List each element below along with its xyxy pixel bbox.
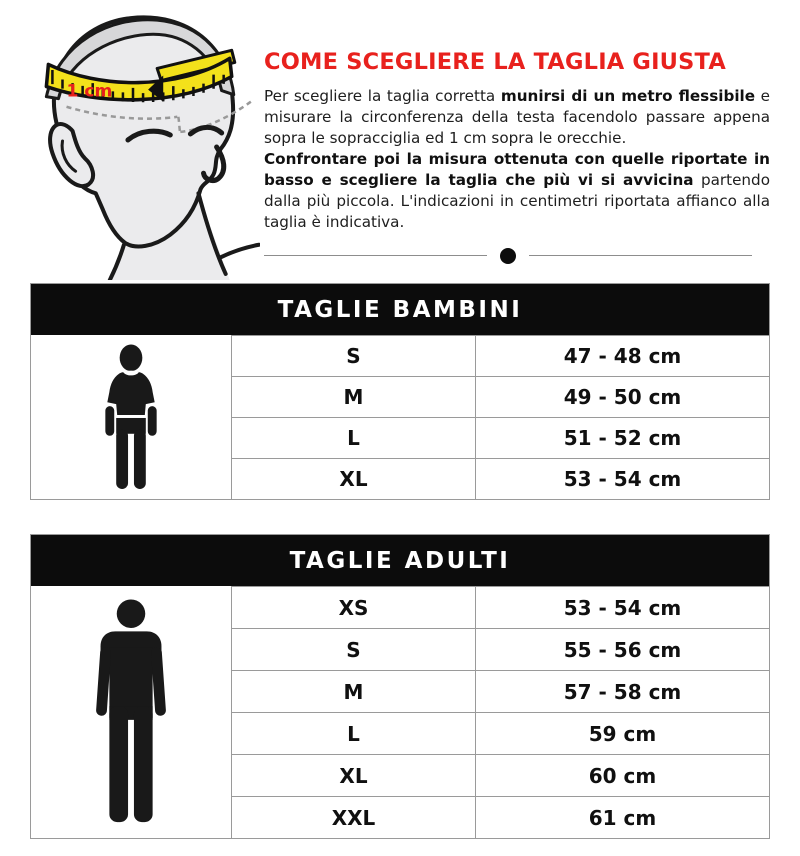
paragraph-line: Per scegliere la taglia corretta munirsi di un metro flessibile e misurare la circonferenza della testa facendolo passare appena sopra le sopracciglia ed 1 cm sopra le orecchie. [264,86,770,147]
table-header [31,535,769,586]
table-row [232,628,769,670]
size-cell: XS [232,587,476,628]
size-cell: L [232,713,476,754]
size-cell: XL [232,459,476,499]
range-cell: 57 - 58 cm [563,679,682,704]
range-cell: 60 cm [588,763,657,788]
table-row [232,754,769,796]
table-row [232,335,769,376]
range-cell: 53 - 54 cm [563,467,682,491]
size-cell: M [232,671,476,712]
paragraph-line: Confrontare poi la misura ottenuta con quelle riportate in basso e scegliere la taglia che più vi si avvicina partendo dalla più piccola. L'indicazioni in centimetri riportata affianco alla taglia è indicativa. [264,149,770,231]
range-cell: 59 cm [588,721,657,746]
intro-paragraph [264,86,770,233]
table-row [232,712,769,754]
table-header [31,284,769,335]
size-cell: S [232,336,476,376]
range-cell: 55 - 56 cm [563,637,682,662]
range-cell: 51 - 52 cm [563,426,682,450]
head-illustration [6,6,260,283]
size-table-bambini [30,283,770,500]
size-cell: M [232,377,476,417]
table-row [232,417,769,458]
table-body [31,586,769,838]
divider-line-left [264,255,487,256]
page-title: COME SCEGLIERE LA TAGLIA GIUSTA [264,49,726,75]
table-row [232,586,769,628]
size-cell: XXL [232,797,476,838]
adult-figure-icon [93,598,169,826]
table-row [232,670,769,712]
figure-cell [31,335,232,499]
figure-cell [31,586,232,838]
range-cell: 53 - 54 cm [563,595,682,620]
intro-block [260,6,770,283]
size-cell: XL [232,755,476,796]
table-body [31,335,769,499]
table-row [232,458,769,499]
divider-line-right [529,255,752,256]
tape-label: 1 cm [66,81,113,102]
table-row [232,796,769,838]
range-cell: 61 cm [588,805,657,830]
table-rows [232,335,769,499]
range-cell: 47 - 48 cm [563,344,682,368]
table-row [232,376,769,417]
range-cell: 49 - 50 cm [563,385,682,409]
top-section [0,0,800,283]
table-title: TAGLIE ADULTI [289,547,511,574]
table-rows [232,586,769,838]
size-table-adulti [30,534,770,839]
section-divider [264,248,752,264]
size-cell: S [232,629,476,670]
divider-dot [500,248,516,264]
size-cell: L [232,418,476,458]
table-title: TAGLIE BAMBINI [277,296,523,323]
child-figure-icon [99,343,163,491]
head-measure-icon [6,6,260,280]
